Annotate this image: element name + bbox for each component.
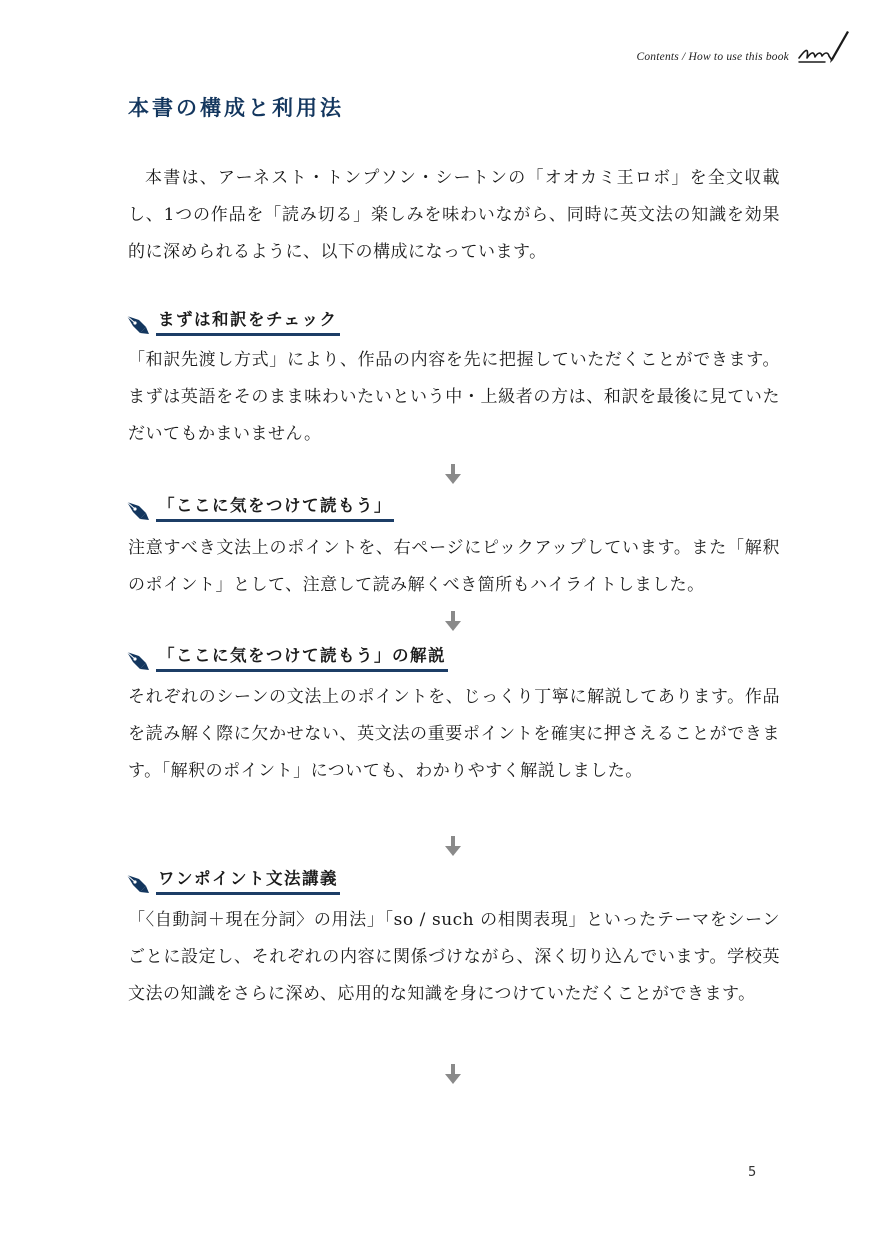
section-heading-1 (124, 306, 340, 336)
section-heading-3 (124, 642, 448, 672)
arrow-down-icon (441, 834, 465, 858)
page-number: 5 (748, 1165, 757, 1180)
running-header (636, 28, 853, 66)
section-body-2: 注意すべき文法上のポイントを、右ページにピックアップしています。また「解釈のポイント」として、注意して読み解くべき箇所もハイライトしました。 (128, 538, 780, 595)
pen-signature-icon (795, 28, 853, 66)
section-body-3: それぞれのシーンの文法上のポイントを、じっくり丁寧に解説してあります。作品を読み解く際に欠かせない、英文法の重要ポイントを確実に押さえることができます。「解釈のポイント」についても、わかりやすく解説しました。 (128, 687, 780, 781)
pen-nib-icon (124, 871, 150, 895)
section-body-1: 「和訳先渡し方式」により、作品の内容を先に把握していただくことができます。まずは英語をそのまま味わいたいという中・上級者の方は、和訳を最後に見ていただいてもかまいません。 (128, 350, 780, 444)
arrow-down-icon (441, 462, 465, 486)
section-heading-2 (124, 492, 394, 522)
section-heading-label: 「ここに気をつけて読もう」 (156, 492, 394, 522)
pen-nib-icon (124, 498, 150, 522)
page-title: 本書の構成と利用法 (128, 96, 344, 120)
arrow-down-icon (441, 1062, 465, 1086)
intro-paragraph: 本書は、アーネスト・トンプソン・シートンの「オオカミ王ロボ」を全文収載し、1つの作品を「読み切る」楽しみを味わいながら、同時に英文法の知識を効果的に深められるように、以下の構成になっています。 (128, 168, 780, 262)
section-heading-label: ワンポイント文法講義 (156, 865, 340, 895)
section-heading-4 (124, 865, 340, 895)
section-body-4: 「〈自動詞＋現在分詞〉の用法」「so / such の相関表現」といったテーマをシーンごとに設定し、それぞれの内容に関係づけながら、深く切り込んでいます。学校英文法の知識をさらに深め、応用的な知識を身につけていただくことができます。 (128, 910, 780, 1004)
pen-nib-icon (124, 312, 150, 336)
section-heading-label: まずは和訳をチェック (156, 306, 340, 336)
running-title: Contents / How to use this book (636, 51, 789, 63)
arrow-down-icon (441, 609, 465, 633)
pen-nib-icon (124, 648, 150, 672)
section-heading-label: 「ここに気をつけて読もう」の解説 (156, 642, 448, 672)
